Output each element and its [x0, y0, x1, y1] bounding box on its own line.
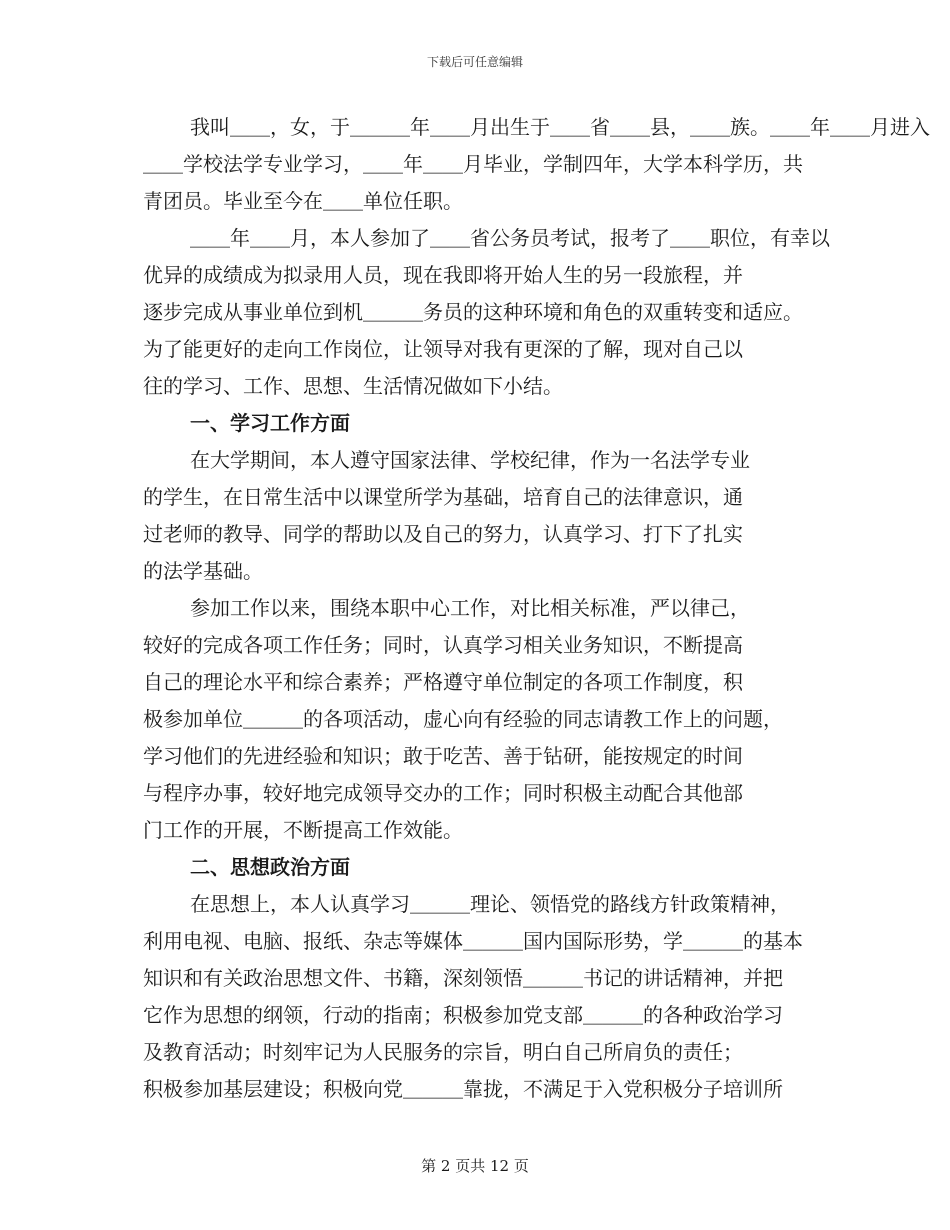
text-line: 与程序办事，较好地完成领导交办的工作；同时积极主动配合其他部 — [143, 781, 743, 805]
text-line: 逐步完成从事业单位到机＿＿＿务员的这种环境和角色的双重转变和适应。 — [143, 300, 803, 324]
text-line: 极参加单位＿＿＿的各项活动，虚心向有经验的同志请教工作上的问题， — [143, 707, 783, 731]
text-line: 在大学期间，本人遵守国家法律、学校纪律，作为一名法学专业 — [190, 448, 750, 472]
text-line: 我叫＿＿，女，于＿＿＿年＿＿月出生于＿＿省＿＿县，＿＿族。＿＿年＿＿月进入 — [190, 115, 930, 139]
text-line: 知识和有关政治思想文件、书籍，深刻领悟＿＿＿书记的讲话精神，并把 — [143, 966, 783, 990]
text-line: 门工作的开展，不断提高工作效能。 — [143, 818, 463, 842]
text-line: 及教育活动；时刻牢记为人民服务的宗旨，明白自己所肩负的责任； — [143, 1040, 743, 1064]
text-line: 为了能更好的走向工作岗位，让领导对我有更深的了解，现对自己以 — [143, 337, 743, 361]
page-header: 下载后可任意编辑 — [426, 55, 523, 69]
text-line: 在思想上，本人认真学习＿＿＿理论、领悟党的路线方针政策精神， — [190, 892, 790, 916]
text-line: 较好的完成各项工作任务；同时，认真学习相关业务知识，不断提高 — [143, 633, 743, 657]
text-line: 利用电视、电脑、报纸、杂志等媒体＿＿＿国内国际形势，学＿＿＿的基本 — [143, 929, 803, 953]
text-line: ＿＿学校法学专业学习，＿＿年＿＿月毕业，学制四年，大学本科学历，共 — [143, 152, 803, 176]
text-line: 自己的理论水平和综合素养；严格遵守单位制定的各项工作制度，积 — [143, 670, 743, 694]
text-line: 往的学习、工作、思想、生活情况做如下小结。 — [143, 374, 563, 398]
text-line: 的学生，在日常生活中以课堂所学为基础，培育自己的法律意识，通 — [143, 485, 743, 509]
text-line: ＿＿年＿＿月，本人参加了＿＿省公务员考试，报考了＿＿职位，有幸以 — [190, 226, 830, 250]
text-line: 青团员。毕业至今在＿＿单位任职。 — [143, 189, 463, 213]
section-heading: 二、思想政治方面 — [190, 855, 350, 879]
text-line: 参加工作以来，围绕本职中心工作，对比相关标准，严以律己， — [190, 596, 750, 620]
text-line: 它作为思想的纲领，行动的指南；积极参加党支部＿＿＿的各种政治学习 — [143, 1003, 783, 1027]
page-footer: 第 2 页共 12 页 — [421, 1157, 529, 1175]
text-line: 学习他们的先进经验和知识；敢于吃苦、善于钻研，能按规定的时间 — [143, 744, 743, 768]
text-line: 过老师的教导、同学的帮助以及自己的努力，认真学习、打下了扎实 — [143, 522, 743, 546]
text-line: 优异的成绩成为拟录用人员，现在我即将开始人生的另一段旅程，并 — [143, 263, 743, 287]
section-heading: 一、学习工作方面 — [190, 411, 350, 435]
text-line: 积极参加基层建设；积极向党＿＿＿靠拢，不满足于入党积极分子培训所 — [143, 1077, 783, 1101]
text-line: 的法学基础。 — [143, 559, 263, 583]
